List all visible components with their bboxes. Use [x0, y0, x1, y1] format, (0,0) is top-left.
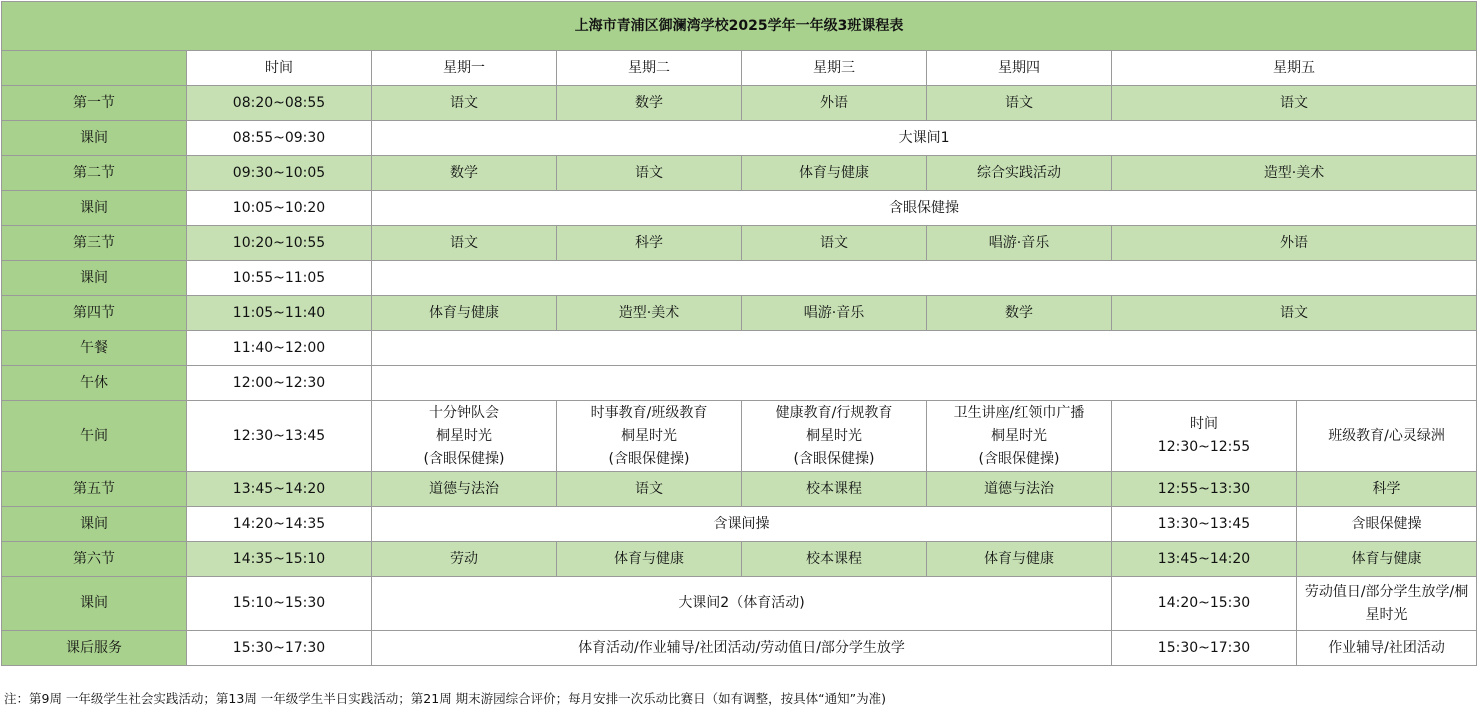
- cell-friday-time: 13:30~13:45: [1112, 507, 1297, 542]
- header-row: [2, 51, 1477, 86]
- break-5-row: [2, 507, 1477, 542]
- row-label: 课间: [2, 191, 187, 226]
- row-time: 14:20~14:35: [187, 507, 372, 542]
- period-6-row: [2, 542, 1477, 577]
- row-label: 第一节: [2, 86, 187, 121]
- cell-tuesday: 语文: [557, 472, 742, 507]
- row-label: 第四节: [2, 296, 187, 331]
- period-5-row: [2, 472, 1477, 507]
- row-time: 11:05~11:40: [187, 296, 372, 331]
- cell-tuesday: 语文: [557, 156, 742, 191]
- footnote: 注：第9周 一年级学生社会实践活动；第13周 一年级学生半日实践活动；第21周 期末游园综合评价；每月安排一次乐动比赛日（如有调整，按具体“通知”为准): [4, 691, 887, 706]
- period-2-row: [2, 156, 1477, 191]
- header-wednesday: 星期三: [742, 51, 927, 86]
- nap-row: [2, 366, 1477, 401]
- cell-thursday: 数学: [927, 296, 1112, 331]
- cell-thursday: 道德与法治: [927, 472, 1112, 507]
- cell-wednesday: 健康教育/行规教育 桐星时光 (含眼保健操): [742, 401, 927, 472]
- row-time: 08:55~09:30: [187, 121, 372, 156]
- cell-friday-time: 15:30~17:30: [1112, 631, 1297, 666]
- row-time: 14:35~15:10: [187, 542, 372, 577]
- row-time: 09:30~10:05: [187, 156, 372, 191]
- row-label: 课间: [2, 507, 187, 542]
- break-activity: 含课间操: [372, 507, 1112, 542]
- cell-friday: 班级教育/心灵绿洲: [1297, 401, 1477, 472]
- cell-thursday: 语文: [927, 86, 1112, 121]
- cell-friday: 体育与健康: [1297, 542, 1477, 577]
- break-activity: 含眼保健操: [372, 191, 1477, 226]
- cell-friday: 含眼保健操: [1297, 507, 1477, 542]
- cell-monday: 道德与法治: [372, 472, 557, 507]
- row-time: 10:55~11:05: [187, 261, 372, 296]
- cell-monday: 语文: [372, 226, 557, 261]
- cell-friday: 作业辅导/社团活动: [1297, 631, 1477, 666]
- empty-cell: [372, 261, 1477, 296]
- cell-tuesday: 数学: [557, 86, 742, 121]
- cell-wednesday: 语文: [742, 226, 927, 261]
- cell-tuesday: 科学: [557, 226, 742, 261]
- cell-tuesday: 时事教育/班级教育 桐星时光 (含眼保健操): [557, 401, 742, 472]
- cell-friday: 造型·美术: [1112, 156, 1477, 191]
- break-3-row: [2, 261, 1477, 296]
- cell-friday-time: 12:55~13:30: [1112, 472, 1297, 507]
- cell-wednesday: 唱游·音乐: [742, 296, 927, 331]
- row-label: 第六节: [2, 542, 187, 577]
- cell-tuesday: 体育与健康: [557, 542, 742, 577]
- cell-monday: 数学: [372, 156, 557, 191]
- cell-friday-time: 时间 12:30~12:55: [1112, 401, 1297, 472]
- cell-thursday: 卫生讲座/红领巾广播 桐星时光 (含眼保健操): [927, 401, 1112, 472]
- row-label: 课后服务: [2, 631, 187, 666]
- row-label: 课间: [2, 261, 187, 296]
- period-3-row: [2, 226, 1477, 261]
- cell-monday: 劳动: [372, 542, 557, 577]
- header-thursday: 星期四: [927, 51, 1112, 86]
- row-label: 午餐: [2, 331, 187, 366]
- corner-cell: [2, 51, 187, 86]
- cell-friday-time: 14:20~15:30: [1112, 577, 1297, 631]
- page-title: 上海市青浦区御澜湾学校2025学年一年级3班课程表: [2, 2, 1477, 51]
- row-time: 08:20~08:55: [187, 86, 372, 121]
- cell-thursday: 唱游·音乐: [927, 226, 1112, 261]
- row-label: 午间: [2, 401, 187, 472]
- cell-friday: 科学: [1297, 472, 1477, 507]
- empty-cell: [372, 366, 1477, 401]
- header-monday: 星期一: [372, 51, 557, 86]
- row-time: 10:05~10:20: [187, 191, 372, 226]
- break-activity: 大课间2（体育活动): [372, 577, 1112, 631]
- break-2-row: [2, 191, 1477, 226]
- row-time: 11:40~12:00: [187, 331, 372, 366]
- row-label: 课间: [2, 577, 187, 631]
- header-time: 时间: [187, 51, 372, 86]
- after-school-activity: 体育活动/作业辅导/社团活动/劳动值日/部分学生放学: [372, 631, 1112, 666]
- row-time: 12:00~12:30: [187, 366, 372, 401]
- cell-wednesday: 校本课程: [742, 472, 927, 507]
- break-6-row: [2, 577, 1477, 631]
- row-time: 15:30~17:30: [187, 631, 372, 666]
- period-4-row: [2, 296, 1477, 331]
- cell-wednesday: 校本课程: [742, 542, 927, 577]
- cell-thursday: 综合实践活动: [927, 156, 1112, 191]
- header-friday: 星期五: [1112, 51, 1477, 86]
- row-label: 第五节: [2, 472, 187, 507]
- cell-wednesday: 体育与健康: [742, 156, 927, 191]
- row-label: 第二节: [2, 156, 187, 191]
- lunch-row: [2, 331, 1477, 366]
- cell-monday: 十分钟队会 桐星时光 (含眼保健操): [372, 401, 557, 472]
- cell-friday: 语文: [1112, 296, 1477, 331]
- cell-wednesday: 外语: [742, 86, 927, 121]
- cell-friday: 外语: [1112, 226, 1477, 261]
- row-label: 课间: [2, 121, 187, 156]
- timetable: [1, 1, 1477, 666]
- header-tuesday: 星期二: [557, 51, 742, 86]
- row-time: 13:45~14:20: [187, 472, 372, 507]
- cell-thursday: 体育与健康: [927, 542, 1112, 577]
- noon-row: [2, 401, 1477, 472]
- empty-cell: [372, 331, 1477, 366]
- period-1-row: [2, 86, 1477, 121]
- break-activity: 大课间1: [372, 121, 1477, 156]
- cell-monday: 语文: [372, 86, 557, 121]
- row-time: 12:30~13:45: [187, 401, 372, 472]
- row-label: 第三节: [2, 226, 187, 261]
- cell-friday: 劳动值日/部分学生放学/桐星时光: [1297, 577, 1477, 631]
- cell-monday: 体育与健康: [372, 296, 557, 331]
- cell-tuesday: 造型·美术: [557, 296, 742, 331]
- break-1-row: [2, 121, 1477, 156]
- after-school-row: [2, 631, 1477, 666]
- row-label: 午休: [2, 366, 187, 401]
- row-time: 10:20~10:55: [187, 226, 372, 261]
- row-time: 15:10~15:30: [187, 577, 372, 631]
- cell-friday: 语文: [1112, 86, 1477, 121]
- cell-friday-time: 13:45~14:20: [1112, 542, 1297, 577]
